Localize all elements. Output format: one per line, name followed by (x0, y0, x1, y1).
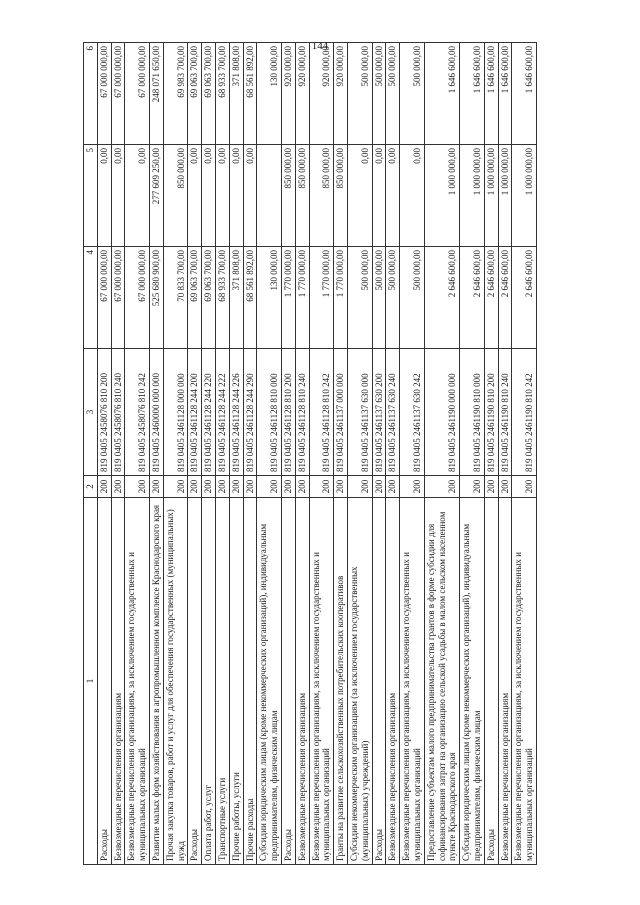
table-cell: 68 933 700,00 (215, 43, 229, 145)
table-cell: 500 000,00 (372, 43, 386, 145)
table-cell: 67 000 000,00 (125, 247, 150, 349)
table-cell: 850 000,00 (309, 145, 334, 247)
table-cell: 200 (97, 476, 111, 498)
budget-table (83, 42, 537, 865)
table-cell: 500 000,00 (400, 247, 425, 349)
table-row (125, 43, 150, 865)
table-cell: 819 0405 2461137 630 242 (400, 349, 425, 476)
table-cell: 200 (281, 476, 295, 498)
table-cell: 1 770 000,00 (281, 247, 295, 349)
table-cell: 0,00 (347, 145, 372, 247)
table-row (347, 43, 372, 865)
table-cell: 200 (257, 476, 282, 498)
table-cell: 0,00 (386, 145, 400, 247)
header-cell: 5 (84, 145, 98, 247)
table-cell: 920 000,00 (295, 43, 309, 145)
table-cell: 500 000,00 (386, 43, 400, 145)
table-cell: 1 646 600,00 (484, 43, 498, 145)
table-cell: Прочие расходы (243, 498, 257, 865)
table-row (188, 43, 202, 865)
table-cell: Расходы (484, 498, 498, 865)
table-cell: Субсидии некоммерческим организациям (за исключением государственных (муниципальных) учреждений) (347, 498, 372, 865)
header-row (84, 43, 98, 865)
header-cell: 2 (84, 476, 98, 498)
table-cell: 819 0405 2461137 630 240 (386, 349, 400, 476)
table-cell: 819 0405 2461190 810 242 (512, 349, 537, 476)
table-cell: 200 (498, 476, 512, 498)
table-cell: Развитие малых форм хозяйствования в агропромышленном комплексе Краснодарского края (149, 498, 163, 865)
table-cell: 500 000,00 (386, 247, 400, 349)
table-cell: 819 0405 2461190 810 000 (460, 349, 485, 476)
table-cell: 68 561 892,00 (243, 43, 257, 145)
table-cell: Безвозмездные перечисления организациям, за исключением государственных и муниципальных организаций (309, 498, 334, 865)
table-cell: 500 000,00 (347, 43, 372, 145)
table-cell: 819 0405 2461137 630 200 (372, 349, 386, 476)
table-cell: 2 646 600,00 (484, 247, 498, 349)
table-cell: 500 000,00 (347, 247, 372, 349)
table-cell: 200 (400, 476, 425, 498)
table-cell: 1 770 000,00 (295, 247, 309, 349)
table-cell: 1 000 000,00 (512, 145, 537, 247)
table-cell: Безвозмездные перечисления организациям (295, 498, 309, 865)
table-cell: Безвозмездные перечисления организациям, за исключением государственных и муниципальных организаций (125, 498, 150, 865)
table-cell: 69 063 700,00 (188, 43, 202, 145)
table-row (484, 43, 498, 865)
header-cell: 6 (84, 43, 98, 145)
table-cell: 130 000,00 (257, 247, 282, 349)
table-cell: 2 646 600,00 (498, 247, 512, 349)
table-row (295, 43, 309, 865)
table-row (460, 43, 485, 865)
table-cell: 500 000,00 (372, 247, 386, 349)
table-row (498, 43, 512, 865)
table-cell: Безвозмездные перечисления организациям, за исключением государственных и муниципальных организаций (400, 498, 425, 865)
table-cell: Расходы (372, 498, 386, 865)
table-cell: 1 000 000,00 (424, 145, 459, 247)
table-cell: 819 0405 2461128 244 200 (188, 349, 202, 476)
table-cell: 200 (229, 476, 243, 498)
table-cell: 819 0405 2461128 244 222 (215, 349, 229, 476)
table-cell: 0,00 (400, 145, 425, 247)
table-cell: 500 000,00 (400, 43, 425, 145)
table-cell: 200 (111, 476, 125, 498)
table-cell: 200 (202, 476, 216, 498)
table-cell (257, 145, 282, 247)
page-number: 144 (311, 40, 329, 52)
table-cell: 0,00 (125, 145, 150, 247)
table-cell: 920 000,00 (334, 43, 348, 145)
table-cell: 0,00 (243, 145, 257, 247)
table-cell: 69 983 700,00 (163, 43, 188, 145)
table-cell: Гранты на развитие сельскохозяйственных потребительских кооперативов (334, 498, 348, 865)
table-cell: 819 0405 2458076 810 242 (125, 349, 150, 476)
table-cell: 67 000 000,00 (125, 43, 150, 145)
table-cell: 850 000,00 (334, 145, 348, 247)
table-cell: 1 000 000,00 (460, 145, 485, 247)
table-cell: 819 0405 2461128 244 290 (243, 349, 257, 476)
table-cell: Прочие работы, услуги (229, 498, 243, 865)
table-cell: 69 063 700,00 (202, 43, 216, 145)
table-row (202, 43, 216, 865)
table-cell: 200 (243, 476, 257, 498)
table-row (400, 43, 425, 865)
table-cell: 2 646 600,00 (424, 247, 459, 349)
table-cell: 69 063 700,00 (188, 247, 202, 349)
table-cell: 1 000 000,00 (498, 145, 512, 247)
table-cell: 1 770 000,00 (309, 247, 334, 349)
table-cell: 200 (309, 476, 334, 498)
table-cell: 70 833 700,00 (163, 247, 188, 349)
table-row (386, 43, 400, 865)
table-cell: 819 0405 2461128 810 200 (281, 349, 295, 476)
table-cell: 200 (163, 476, 188, 498)
table-cell: 200 (460, 476, 485, 498)
table-cell: Безвозмездные перечисления организациям (386, 498, 400, 865)
table-row (424, 43, 459, 865)
table-cell: 819 0405 2461128 000 000 (163, 349, 188, 476)
table-cell: 200 (372, 476, 386, 498)
table-cell: 819 0405 2461128 244 226 (229, 349, 243, 476)
table-cell: 0,00 (229, 145, 243, 247)
table-cell: 200 (188, 476, 202, 498)
table-row (229, 43, 243, 865)
table-cell: 0,00 (111, 145, 125, 247)
table-cell: Расходы (188, 498, 202, 865)
table-cell: 1 770 000,00 (334, 247, 348, 349)
table-row (281, 43, 295, 865)
table-row (243, 43, 257, 865)
table-cell: Субсидии юридическим лицам (кроме некоммерческих организаций), индивидуальным предпринимателям, физическим лицам (257, 498, 282, 865)
table-cell: 200 (215, 476, 229, 498)
table-cell: 277 609 250,00 (149, 145, 163, 247)
table-cell: 819 0405 2461190 810 200 (484, 349, 498, 476)
table-cell: 819 0405 2461128 810 240 (295, 349, 309, 476)
table-cell: Оплата работ, услуг (202, 498, 216, 865)
table-cell: 200 (125, 476, 150, 498)
table-cell: 371 808,00 (229, 43, 243, 145)
table-cell: Расходы (281, 498, 295, 865)
table-cell: 819 0405 2461190 000 000 (424, 349, 459, 476)
table-row (97, 43, 111, 865)
table-cell: 819 0405 2460000 000 000 (149, 349, 163, 476)
table-cell: 819 0405 2458076 810 200 (97, 349, 111, 476)
table-row (149, 43, 163, 865)
table-cell: 0,00 (188, 145, 202, 247)
table-cell: 1 646 600,00 (512, 43, 537, 145)
table-cell: 1 646 600,00 (460, 43, 485, 145)
table-cell: 850 000,00 (295, 145, 309, 247)
table-cell: 819 0405 2461128 810 000 (257, 349, 282, 476)
table-cell: 200 (386, 476, 400, 498)
table-cell: Безвозмездные перечисления организациям (111, 498, 125, 865)
table-cell: 819 0405 2461128 244 220 (202, 349, 216, 476)
table-row (111, 43, 125, 865)
table-cell: 67 000 000,00 (111, 43, 125, 145)
table-cell: 819 0405 2461190 810 240 (498, 349, 512, 476)
table-cell: Транспортные услуги (215, 498, 229, 865)
table-cell: Предоставление субъектам малого предпринимательства грантов в форме субсидии для софинансирования затрат на организацию сельской усадьбы в малом сельском населенном пункте Краснодарского края (424, 498, 459, 865)
table-cell: 200 (149, 476, 163, 498)
table-cell: 130 000,00 (257, 43, 282, 145)
table-cell: 0,00 (215, 145, 229, 247)
table-cell: Безвозмездные перечисления организациям, за исключением государственных и муниципальных организаций (512, 498, 537, 865)
table-cell: 525 680 900,00 (149, 247, 163, 349)
table-cell: 200 (295, 476, 309, 498)
table-cell: 819 0405 2458076 810 240 (111, 349, 125, 476)
table-row (372, 43, 386, 865)
header-cell: 3 (84, 349, 98, 476)
table-row (215, 43, 229, 865)
table-cell: 68 561 892,00 (243, 247, 257, 349)
table-cell: 371 808,00 (229, 247, 243, 349)
table-cell: 819 0405 2461137 630 000 (347, 349, 372, 476)
table-cell: 200 (512, 476, 537, 498)
table-cell: 0,00 (97, 145, 111, 247)
table-cell: 200 (424, 476, 459, 498)
table-cell: 819 0405 2461137 000 000 (334, 349, 348, 476)
table-cell: 0,00 (202, 145, 216, 247)
table-cell: 920 000,00 (281, 43, 295, 145)
table-cell: 0,00 (372, 145, 386, 247)
table-cell: 67 000 000,00 (97, 43, 111, 145)
header-cell: 1 (84, 498, 98, 865)
table-cell: 200 (484, 476, 498, 498)
table-cell: 1 646 600,00 (424, 43, 459, 145)
table-cell: 200 (347, 476, 372, 498)
table-cell: 1 000 000,00 (484, 145, 498, 247)
table-cell: Расходы (97, 498, 111, 865)
table-cell: 1 646 600,00 (498, 43, 512, 145)
table-cell: 67 000 000,00 (97, 247, 111, 349)
table-row (309, 43, 334, 865)
table-cell: 2 646 600,00 (512, 247, 537, 349)
table-cell: 69 063 700,00 (202, 247, 216, 349)
table-row (512, 43, 537, 865)
header-cell: 4 (84, 247, 98, 349)
table-row (334, 43, 348, 865)
table-cell: Субсидии юридическим лицам (кроме некоммерческих организаций), индивидуальным предпринимателям, физическим лицам (460, 498, 485, 865)
table-cell: Безвозмездные перечисления организациям (498, 498, 512, 865)
table-cell: 248 071 650,00 (149, 43, 163, 145)
table-cell: 920 000,00 (309, 43, 334, 145)
table-body (97, 43, 536, 865)
table-cell: 67 000 000,00 (111, 247, 125, 349)
table-cell: Прочая закупка товаров, работ и услуг для обеспечения государственных (муниципальных) нужд (163, 498, 188, 865)
table-cell: 819 0405 2461128 810 242 (309, 349, 334, 476)
table-cell: 850 000,00 (281, 145, 295, 247)
table-cell: 68 933 700,00 (215, 247, 229, 349)
table-row (163, 43, 188, 865)
table-row (257, 43, 282, 865)
table-cell: 200 (334, 476, 348, 498)
table-cell: 2 646 600,00 (460, 247, 485, 349)
table-cell: 850 000,00 (163, 145, 188, 247)
